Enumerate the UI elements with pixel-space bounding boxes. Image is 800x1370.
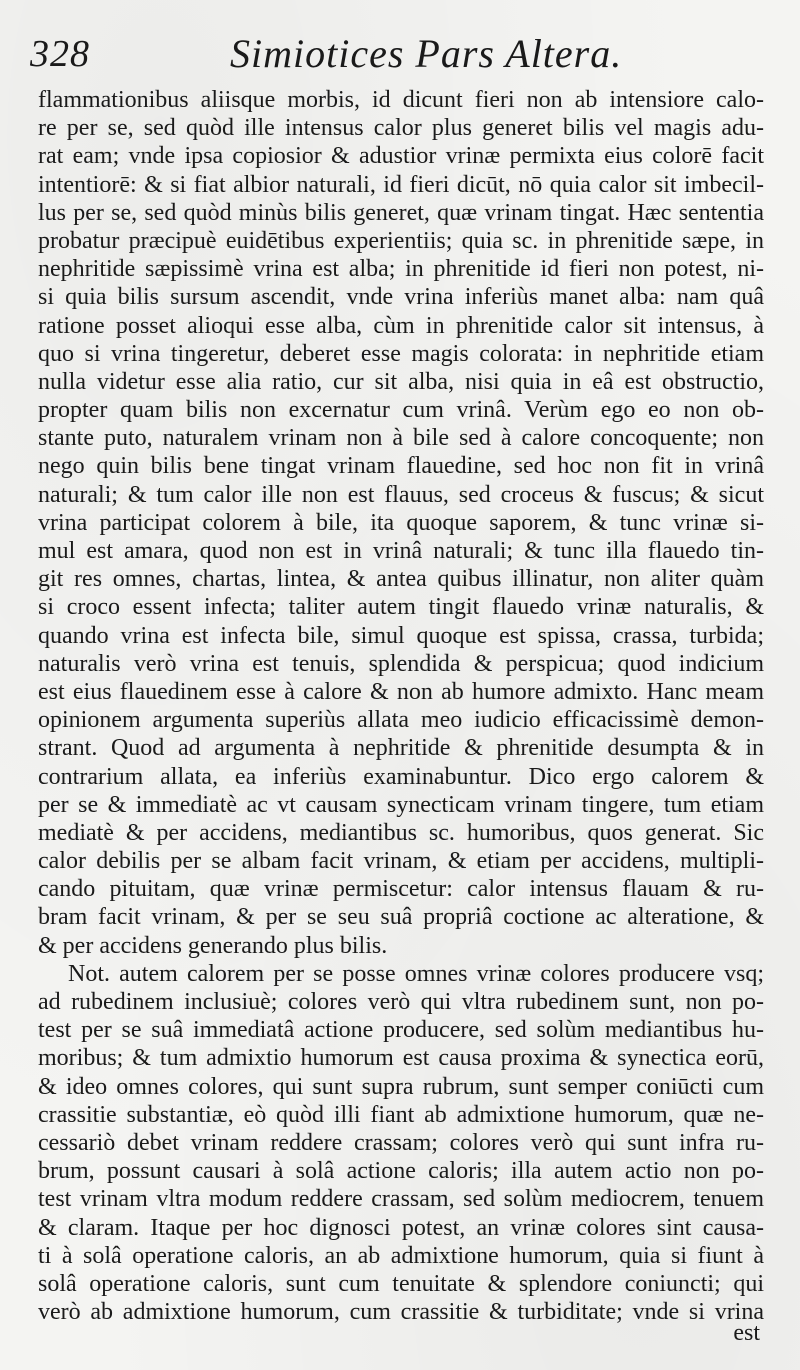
body-text: [38, 86, 764, 1326]
text-line: quo si vrina tingeretur, deberet esse magis colorata: in nephritide etiam: [38, 340, 764, 367]
text-line: ad rubedinem inclusiuè; colores verò qui vltra rubedinem sunt, non po-: [38, 989, 764, 1015]
text-line: vrina participat colorem à bile, ita quoque saporem, & tunc vrinæ si-: [38, 509, 764, 536]
text-line: & claram. Itaque per hoc dignosci potest, an vrinæ colores sint causa-: [38, 1214, 764, 1241]
page-header: [30, 22, 770, 82]
text-line: lus per se, sed quòd minùs bilis generet, quæ vrinam tingat. Hæc sententia: [38, 199, 764, 226]
running-title: Simiotices Pars Altera.: [230, 31, 623, 76]
text-line: cando pituitam, quæ vrinæ permiscetur: calor intensus flauam & ru-: [38, 876, 764, 903]
text-line: nego quin bilis bene tingat vrinam flauedine, sed hoc non fit in vrinâ: [38, 453, 764, 480]
text-line: re per se, sed quòd ille intensus calor plus generet bilis vel magis adu-: [38, 115, 764, 142]
text-line: naturalis verò vrina est tenuis, splendida & perspicua; quod indicium: [38, 650, 764, 677]
text-line: ti à solâ operatione caloris, an ab admixtione humorum, quia si fiunt à: [38, 1242, 764, 1269]
text-line: si quia bilis sursum ascendit, vnde vrina inferiùs manet alba: nam quâ: [38, 284, 764, 311]
catchword: est: [733, 1320, 760, 1346]
text-line: crassitie substantiæ, eò quòd illi fiant ab admixtione humorum, quæ ne-: [38, 1101, 764, 1128]
text-line: calor debilis per se albam facit vrinam, & etiam per accidens, multipli-: [38, 848, 764, 875]
text-line: stante puto, naturalem vrinam non à bile sed à calore concoquente; non: [38, 425, 764, 452]
text-line: & per accidens generando plus bilis.: [38, 932, 388, 959]
text-line: nulla videtur esse alia ratio, cur sit alba, nisi quia in eâ est obstructio,: [38, 368, 764, 395]
text-line: & ideo omnes colores, qui sunt supra rubrum, sunt semper coniūcti cum: [38, 1073, 764, 1100]
text-line: flammationibus aliisque morbis, id dicunt fieri non ab intensiore calo-: [38, 87, 764, 113]
text-line: git res omnes, chartas, lintea, & antea quibus illinatur, non aliter quàm: [38, 566, 764, 593]
text-line: test per se suâ immediatâ actione producere, sed solùm mediantibus hu-: [38, 1017, 764, 1044]
text-line: contrarium allata, ea inferiùs examinabuntur. Dico ergo calorem &: [38, 763, 764, 790]
text-line: mediatè & per accidens, mediantibus sc. humoribus, quos generat. Sic: [38, 819, 764, 846]
text-line: est eius flauedinem esse à calore & non ab humore admixto. Hanc meam: [38, 678, 764, 705]
text-line: rat eam; vnde ipsa copiosior & adustior vrinæ permixta eius colorē facit: [38, 143, 764, 170]
text-line: opinionem argumenta superiùs allata meo iudicio efficacissimè demon-: [38, 707, 764, 734]
text-line: brum, possunt causari à solâ actione caloris; illa autem actio non po-: [38, 1158, 764, 1185]
text-line: per se & immediatè ac vt causam synecticam vrinam tingere, tum etiam: [38, 791, 764, 818]
text-line: mul est amara, quod non est in vrinâ naturali; & tunc illa flauedo tin-: [38, 538, 764, 564]
text-line: probatur præcipuè euidētibus experientiis; quia sc. in phrenitide sæpe, in: [38, 227, 764, 254]
text-line: strant. Quod ad argumenta à nephritide & phrenitide desumpta & in: [38, 735, 764, 762]
text-line: moribus; & tum admixtio humorum est causa proxima & synectica eorū,: [38, 1045, 764, 1072]
text-line: test vrinam vltra modum reddere crassam, sed solùm mediocrem, tenuem: [38, 1186, 764, 1213]
paragraph-start-line: Not. autem calorem per se posse omnes vrinæ colores producere vsq;: [68, 960, 764, 987]
text-line: bram facit vrinam, & per se seu suâ propriâ coctione ac alteratione, &: [38, 904, 764, 931]
page-number: 328: [30, 33, 90, 75]
text-line: cessariò debet vrinam reddere crassam; colores verò qui sunt infra ru-: [38, 1129, 764, 1156]
text-line: si croco essent infecta; taliter autem tingit flauedo vrinæ naturalis, &: [38, 594, 764, 621]
text-line: quando vrina est infecta bile, simul quoque est spissa, crassa, turbida;: [38, 622, 764, 649]
text-line: naturali; & tum calor ille non est flauus, sed croceus & fuscus; & sicut: [38, 481, 764, 508]
text-line: nephritide sæpissimè vrina est alba; in phrenitide id fieri non potest, ni-: [38, 256, 764, 283]
text-line: intentiorē: & si fiat albior naturali, id fieri dicūt, nō quia calor sit imbecil-: [38, 171, 764, 198]
text-line: propter quam bilis non excernatur cum vrinâ. Verùm ego eo non ob-: [38, 397, 764, 424]
text-line: solâ operatione caloris, sunt cum tenuitate & splendore coniuncti; qui: [38, 1270, 764, 1297]
text-line: verò ab admixtione humorum, cum crassitie & turbiditate; vnde si vrina: [38, 1299, 764, 1326]
text-line: ratione posset alioqui esse alba, cùm in phrenitide calor sit intensus, à: [38, 312, 764, 339]
